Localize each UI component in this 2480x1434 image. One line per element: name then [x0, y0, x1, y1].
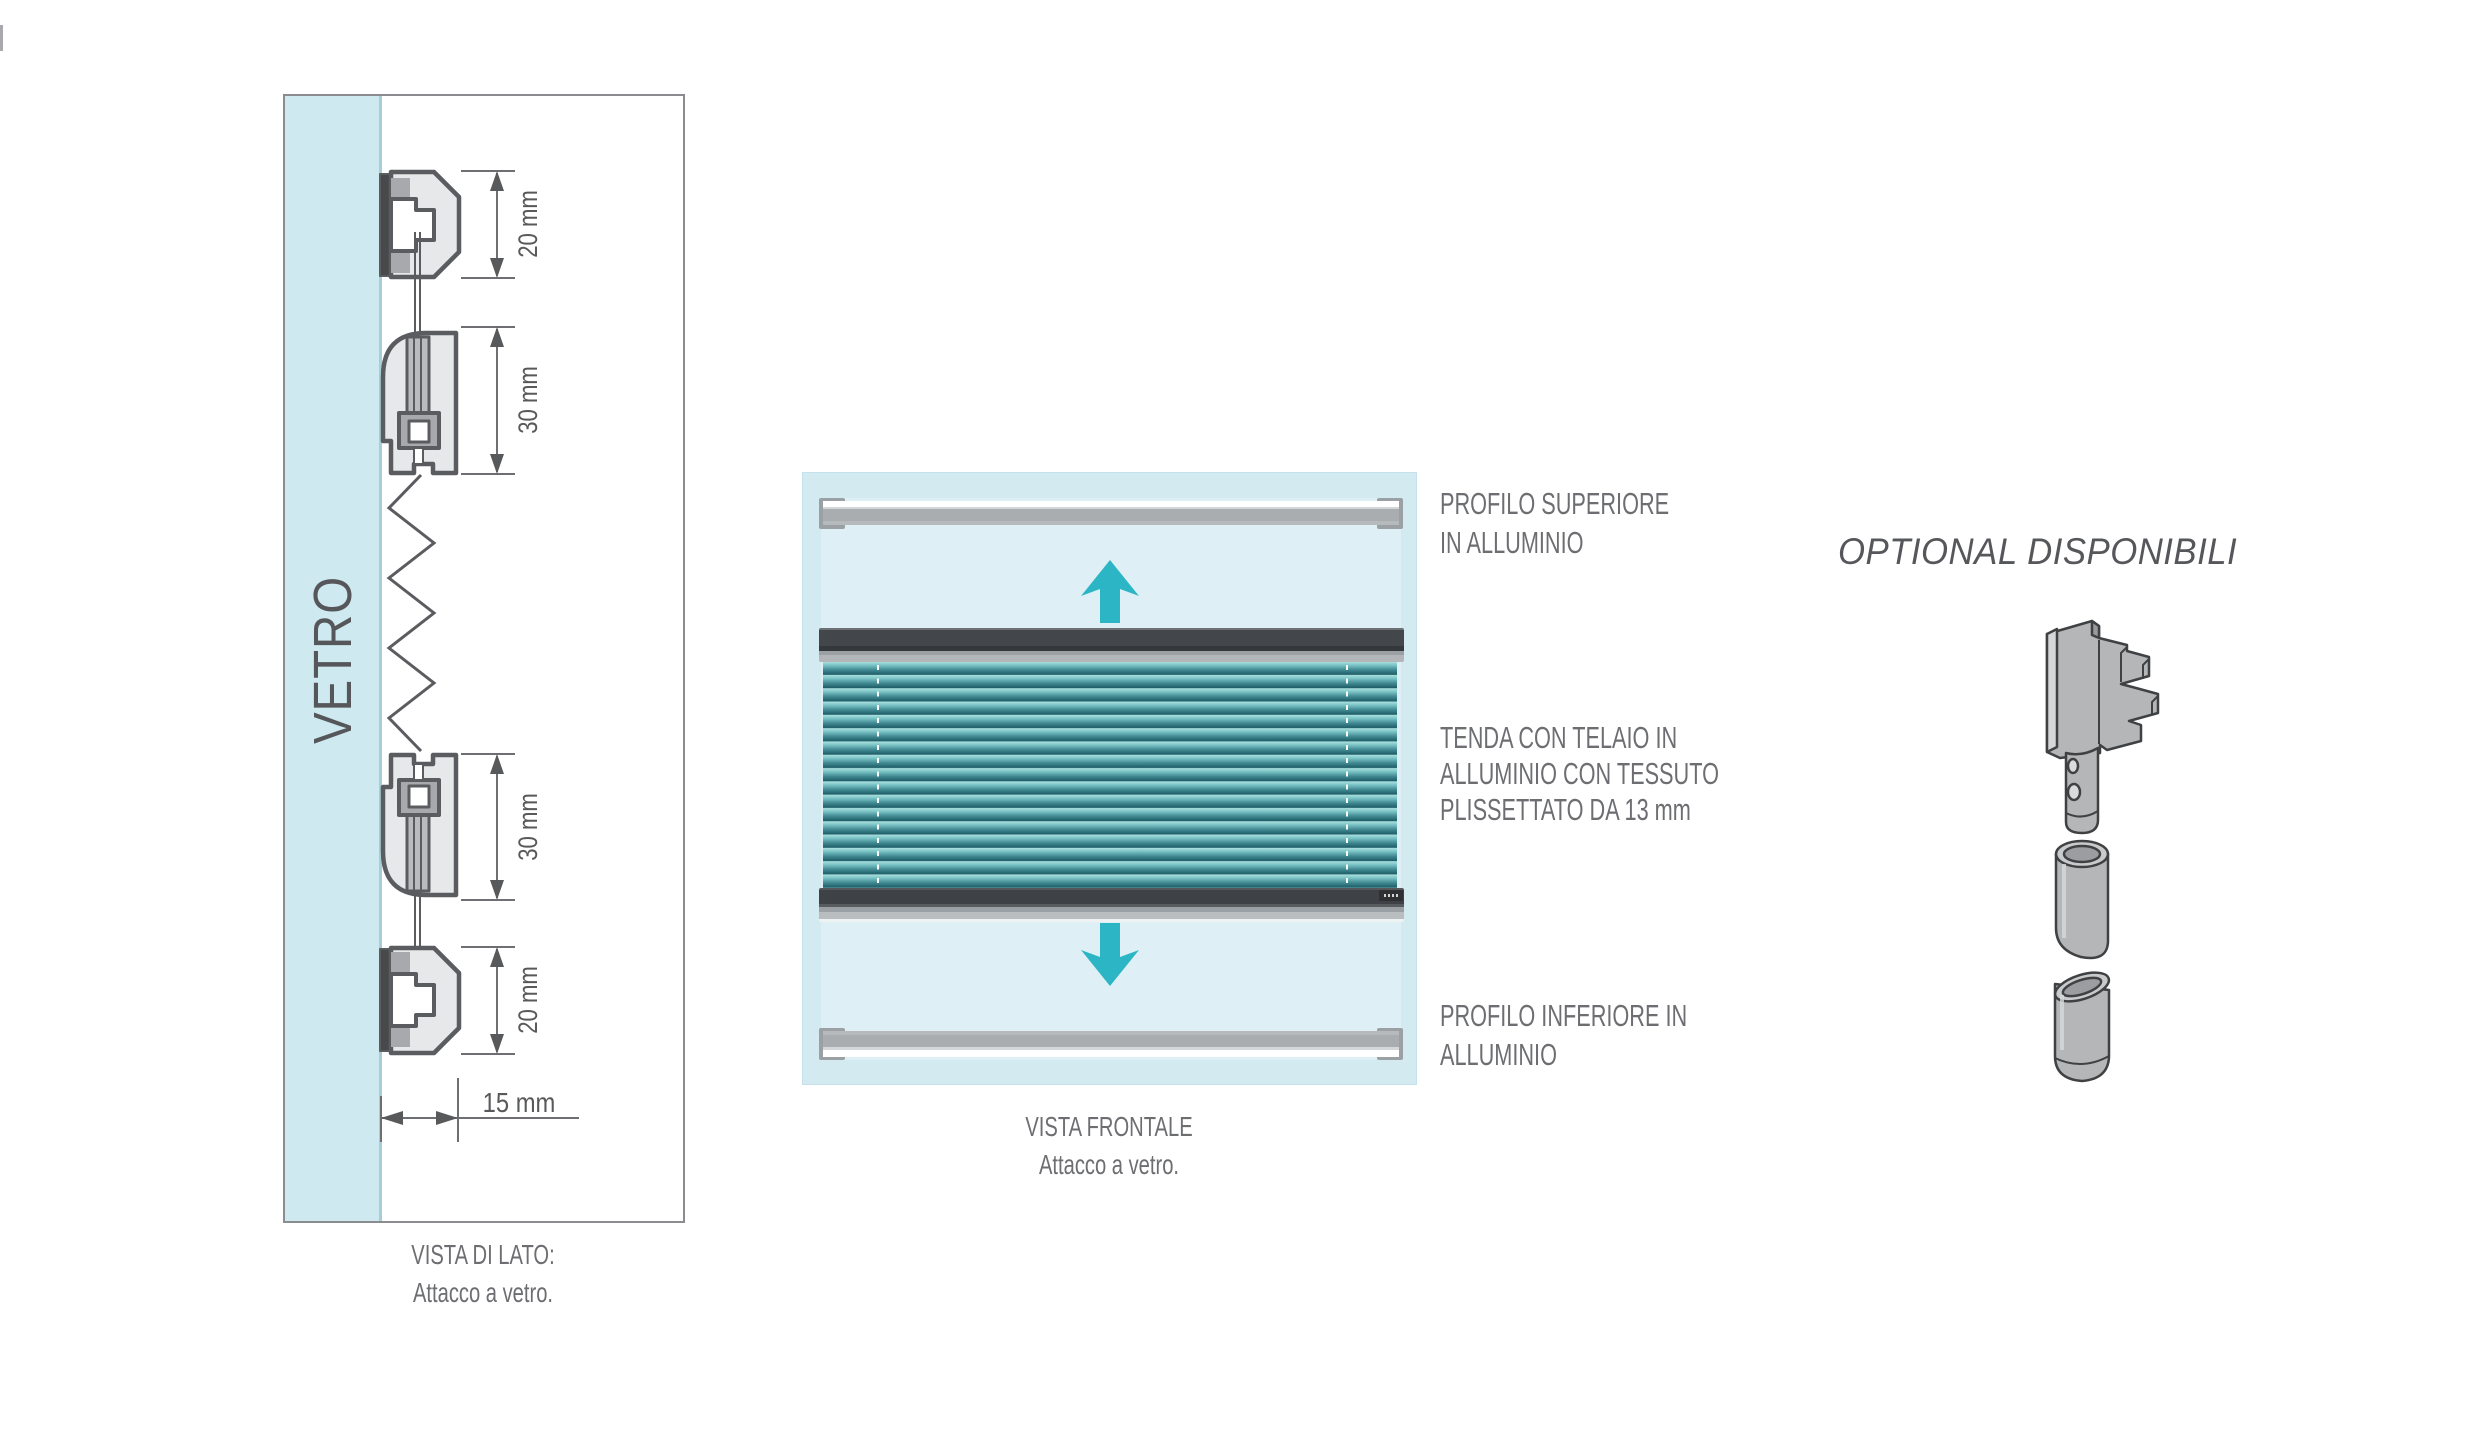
adapter-pin — [2066, 748, 2098, 833]
bottom-aluminum-profile — [823, 1031, 1399, 1057]
top-aluminum-profile — [823, 501, 1399, 525]
top-rail-profile — [383, 333, 456, 473]
brand-badge — [1379, 890, 1403, 901]
front-view-caption-line1: VISTA FRONTALE — [1025, 1111, 1193, 1142]
bottom-glass-bracket — [380, 948, 459, 1053]
mounting-clip — [2047, 621, 2158, 758]
front-view-caption — [1001, 1108, 1217, 1184]
pleated-fabric-zigzag — [389, 475, 434, 751]
side-view-caption-line1: VISTA DI LATO: — [411, 1239, 555, 1270]
cord-line — [877, 665, 879, 885]
down-arrow-icon — [1078, 919, 1142, 989]
dim-top-rail-label: 30 mm — [514, 366, 544, 434]
label-blind-line3: PLISSETTATO DA 13 mm — [1440, 792, 1691, 827]
optional-parts-drawing — [2030, 612, 2190, 1098]
label-top-profile-line2: IN ALLUMINIO — [1440, 525, 1584, 560]
glass-label: VETRO — [303, 575, 363, 745]
side-view-drawing — [283, 94, 685, 1223]
cord-line — [1346, 665, 1348, 885]
front-view-caption-line2: Attacco a vetro. — [1038, 1149, 1180, 1180]
label-blind — [1440, 720, 1719, 828]
page-edge-mark — [0, 25, 3, 51]
label-blind-line2: ALLUMINIO CON TESSUTO — [1440, 756, 1719, 791]
optional-title: OPTIONAL DISPONIBILI — [1838, 531, 2238, 572]
tube-cover-angled — [2052, 967, 2113, 1081]
pleated-fabric — [823, 662, 1397, 888]
label-bottom-profile-line1: PROFILO INFERIORE IN — [1440, 998, 1688, 1033]
label-bottom-profile — [1440, 996, 1687, 1074]
front-view-panel — [802, 472, 1417, 1085]
blind-top-rail — [819, 628, 1404, 662]
label-top-profile — [1440, 484, 1669, 562]
dim-bottom-rail-label: 30 mm — [514, 793, 544, 861]
label-blind-line1: TENDA CON TELAIO IN — [1440, 720, 1678, 755]
label-bottom-profile-line2: ALLUMINIO — [1440, 1037, 1557, 1072]
dim-top-bracket-label: 20 mm — [514, 190, 544, 258]
side-view-caption-line2: Attacco a vetro. — [412, 1277, 554, 1308]
dim-depth-label: 15 mm — [482, 1086, 556, 1119]
label-top-profile-line1: PROFILO SUPERIORE — [1440, 486, 1670, 521]
dim-bottom-bracket-label: 20 mm — [514, 966, 544, 1034]
up-arrow-icon — [1078, 557, 1142, 627]
top-glass-bracket — [380, 172, 459, 333]
blind-bottom-rail — [819, 888, 1404, 922]
tube-cover — [2056, 841, 2108, 958]
side-view-caption — [375, 1236, 591, 1312]
